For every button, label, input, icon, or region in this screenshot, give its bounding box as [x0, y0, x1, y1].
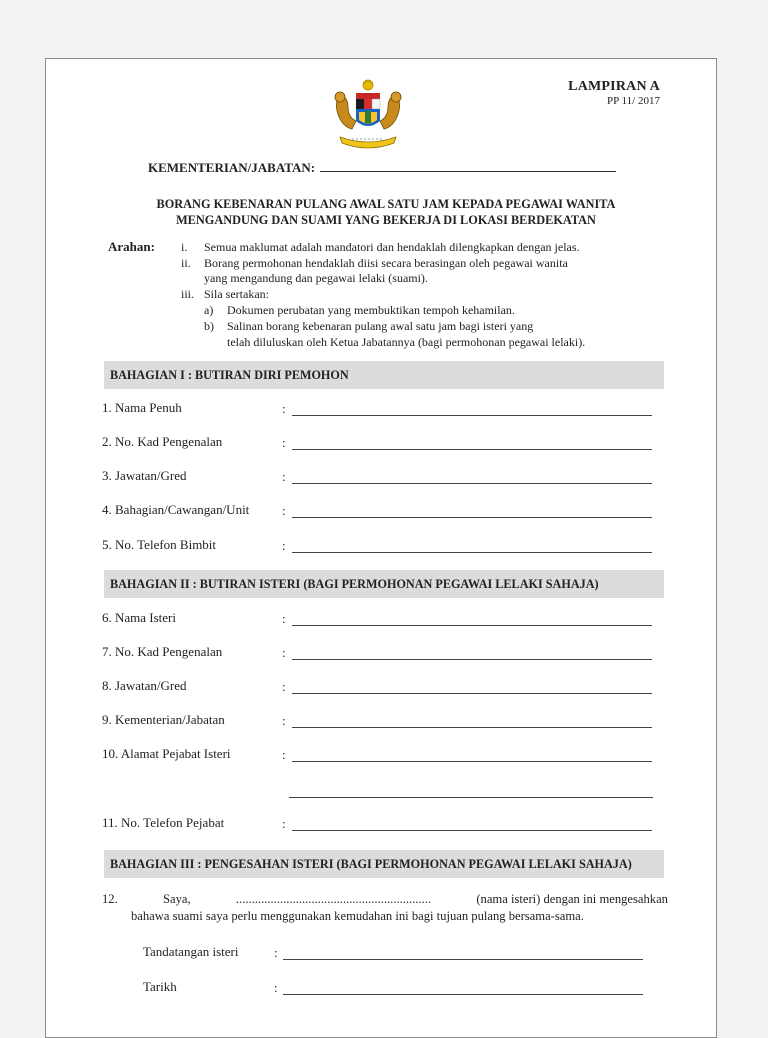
- field-label: 9. Kementerian/Jabatan: [102, 712, 225, 727]
- field-row-wife-ic-number: [102, 644, 662, 664]
- instruction-subnumber: a): [204, 303, 214, 317]
- field-row-division: [102, 502, 662, 522]
- instruction-text: Semua maklumat adalah mandatori dan hendaklah dilengkapkan dengan jelas.: [204, 240, 580, 254]
- ministry-field[interactable]: [320, 159, 616, 172]
- field-colon: :: [282, 645, 286, 660]
- confirmation-text: (nama isteri) dengan ini mengesahkan: [476, 892, 668, 906]
- form-title-line-1: BORANG KEBENARAN PULANG AWAL SATU JAM KEPADA PEGAWAI WANITA: [156, 197, 616, 211]
- confirmation-line-1: [102, 891, 668, 908]
- instruction-number: ii.: [181, 256, 191, 270]
- field-label: 1. Nama Penuh: [102, 400, 182, 415]
- confirmation-line-2: bahawa suami saya perlu menggunakan kemudahan ini bagi tujuan pulang bersama-sama.: [131, 909, 584, 923]
- wife-name-dotted-field[interactable]: ..............................................................: [235, 892, 432, 906]
- field-label: Tandatangan isteri: [143, 944, 239, 959]
- field-label: 10. Alamat Pejabat Isteri: [102, 746, 231, 761]
- instruction-text: Borang permohonan hendaklah diisi secara berasingan oleh pegawai wanita: [204, 256, 568, 270]
- mobile-phone-field[interactable]: [292, 552, 652, 553]
- wife-signature-field[interactable]: [283, 959, 643, 960]
- field-colon: :: [274, 945, 278, 960]
- office-phone-field[interactable]: [292, 830, 652, 831]
- position-grade-field[interactable]: [292, 483, 652, 484]
- instructions-label: Arahan:: [108, 239, 155, 254]
- section-1-heading: BAHAGIAN I : BUTIRAN DIRI PEMOHON: [104, 361, 664, 389]
- section-2-heading: BAHAGIAN II : BUTIRAN ISTERI (BAGI PERMOHONAN PEGAWAI LELAKI SAHAJA): [104, 570, 664, 598]
- instruction-subtext: telah diluluskan oleh Ketua Jabatannya (bagi permohonan pegawai lelaki).: [227, 335, 586, 349]
- field-row-wife-ministry: [102, 712, 662, 732]
- field-label: 6. Nama Isteri: [102, 610, 177, 625]
- field-row-wife-signature: [143, 944, 663, 964]
- instruction-subnumber: b): [204, 319, 214, 333]
- field-row-full-name: [102, 400, 662, 420]
- wife-name-field[interactable]: [292, 625, 652, 626]
- field-row-office-phone: [102, 815, 662, 835]
- confirmation-word-saya: Saya,: [163, 892, 191, 906]
- field-label: 7. No. Kad Pengenalan: [102, 644, 223, 659]
- section-3-heading: BAHAGIAN III : PENGESAHAN ISTERI (BAGI PERMOHONAN PEGAWAI LELAKI SAHAJA): [104, 850, 664, 878]
- division-field[interactable]: [292, 517, 652, 518]
- malaysia-coat-of-arms-icon: [326, 77, 410, 157]
- instruction-text: yang mengandung dan pegawai lelaki (suami).: [204, 271, 428, 285]
- field-colon: :: [282, 713, 286, 728]
- ministry-line: [148, 159, 616, 176]
- ministry-label: KEMENTERIAN/JABATAN:: [148, 160, 316, 175]
- field-row-position-grade: [102, 468, 662, 488]
- field-colon: :: [282, 503, 286, 518]
- field-label: 11. No. Telefon Pejabat: [102, 815, 225, 830]
- field-row-wife-name: [102, 610, 662, 630]
- field-label: 2. No. Kad Pengenalan: [102, 434, 223, 449]
- instruction-text: Sila sertakan:: [204, 287, 269, 301]
- field-colon: :: [282, 435, 286, 450]
- field-colon: :: [282, 679, 286, 694]
- field-row-wife-office-address: [102, 746, 662, 766]
- instruction-subtext: Salinan borang kebenaran pulang awal satu jam bagi isteri yang: [227, 319, 534, 333]
- field-label: Tarikh: [143, 979, 177, 994]
- date-field[interactable]: [283, 994, 643, 995]
- field-colon: :: [282, 401, 286, 416]
- confirmation-number: 12.: [102, 892, 118, 906]
- field-label: 4. Bahagian/Cawangan/Unit: [102, 502, 250, 517]
- appendix-label: LAMPIRAN A: [568, 79, 660, 94]
- field-row-date: [143, 979, 663, 999]
- field-colon: :: [282, 816, 286, 831]
- field-row-mobile-phone: [102, 537, 662, 557]
- field-colon: :: [282, 747, 286, 762]
- instruction-number: iii.: [181, 287, 195, 301]
- wife-position-field[interactable]: [292, 693, 652, 694]
- form-title: [86, 196, 686, 228]
- field-label: 8. Jawatan/Gred: [102, 678, 187, 693]
- ic-number-field[interactable]: [292, 449, 652, 450]
- wife-office-address-field-line-2[interactable]: [289, 797, 653, 798]
- field-colon: :: [282, 469, 286, 484]
- field-label: 3. Jawatan/Gred: [102, 468, 187, 483]
- wife-office-address-field[interactable]: [292, 761, 652, 762]
- field-row-wife-position: [102, 678, 662, 698]
- instruction-subtext: Dokumen perubatan yang membuktikan tempoh kehamilan.: [227, 303, 515, 317]
- wife-ic-number-field[interactable]: [292, 659, 652, 660]
- field-colon: :: [274, 980, 278, 995]
- field-colon: :: [282, 611, 286, 626]
- field-colon: :: [282, 538, 286, 553]
- form-title-line-2: MENGANDUNG DAN SUAMI YANG BEKERJA DI LOKASI BERDEKATAN: [176, 213, 596, 227]
- wife-ministry-field[interactable]: [292, 727, 652, 728]
- reference-number: PP 11/ 2017: [607, 95, 660, 107]
- full-name-field[interactable]: [292, 415, 652, 416]
- instruction-number: i.: [181, 240, 188, 254]
- field-label: 5. No. Telefon Bimbit: [102, 537, 217, 552]
- form-sheet: [45, 58, 717, 1038]
- confirmation-paragraph: [102, 891, 668, 925]
- field-row-ic-number: [102, 434, 662, 454]
